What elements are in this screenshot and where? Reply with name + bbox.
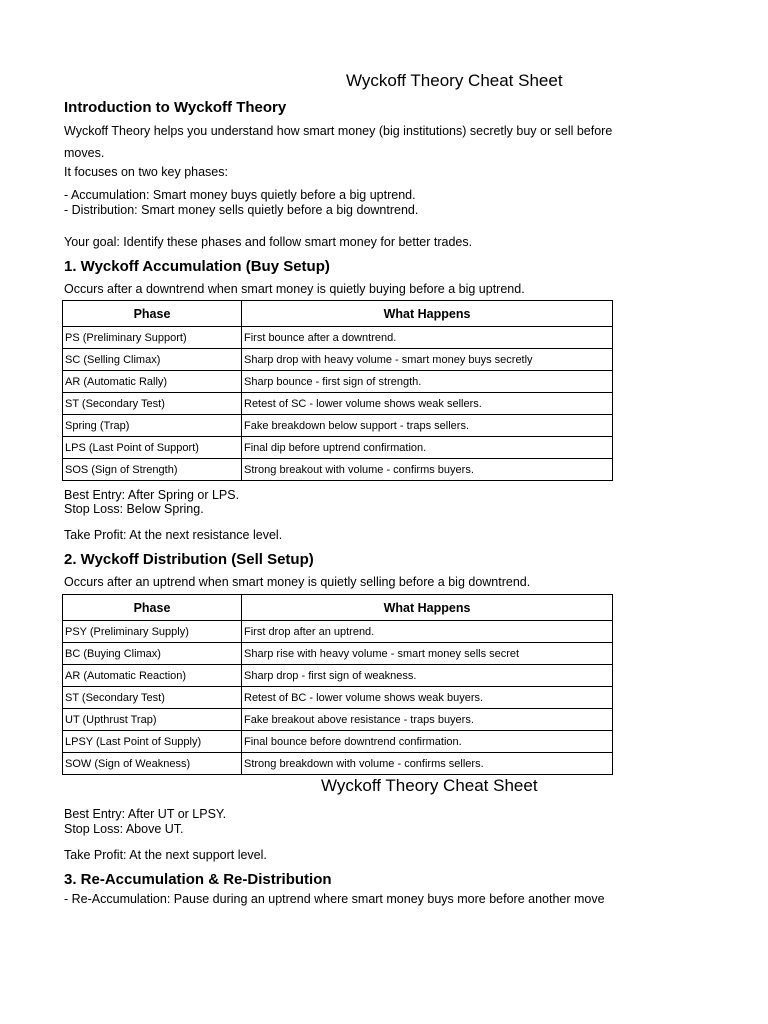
column-header-phase: Phase <box>63 301 242 327</box>
table-header-row <box>63 595 613 621</box>
table-row <box>63 371 613 393</box>
column-header-phase: Phase <box>63 595 242 621</box>
what-happens-cell: Sharp drop with heavy volume - smart money buys secretly <box>242 349 613 371</box>
accumulation-take-profit: Take Profit: At the next resistance level. <box>64 528 283 542</box>
accumulation-table <box>62 300 613 481</box>
accumulation-best-entry: Best Entry: After Spring or LPS. <box>64 488 240 502</box>
intro-heading: Introduction to Wyckoff Theory <box>64 99 287 116</box>
table-row <box>63 621 613 643</box>
what-happens-cell: Sharp rise with heavy volume - smart money sells secret <box>242 643 613 665</box>
phase-cell: ST (Secondary Test) <box>63 687 242 709</box>
distribution-description: Occurs after an uptrend when smart money is quietly selling before a big downtrend. <box>64 575 531 589</box>
what-happens-cell: First drop after an uptrend. <box>242 621 613 643</box>
what-happens-cell: Strong breakdown with volume - confirms sellers. <box>242 753 613 775</box>
phase-cell: AR (Automatic Rally) <box>63 371 242 393</box>
intro-goal: Your goal: Identify these phases and follow smart money for better trades. <box>64 235 473 249</box>
intro-line-1: Wyckoff Theory helps you understand how smart money (big institutions) secretly buy or sell before <box>64 124 612 138</box>
phase-cell: UT (Upthrust Trap) <box>63 709 242 731</box>
phase-cell: LPSY (Last Point of Supply) <box>63 731 242 753</box>
accumulation-heading: 1. Wyckoff Accumulation (Buy Setup) <box>64 258 330 275</box>
distribution-take-profit: Take Profit: At the next support level. <box>64 848 267 862</box>
what-happens-cell: Sharp bounce - first sign of strength. <box>242 371 613 393</box>
table-row <box>63 393 613 415</box>
distribution-stop-loss: Stop Loss: Above UT. <box>64 822 184 836</box>
intro-line-2: moves. <box>64 146 105 160</box>
intro-bullet-distribution: - Distribution: Smart money sells quietly before a big downtrend. <box>64 203 419 217</box>
phase-cell: ST (Secondary Test) <box>63 393 242 415</box>
intro-bullet-accumulation: - Accumulation: Smart money buys quietly before a big uptrend. <box>64 188 416 202</box>
distribution-heading: 2. Wyckoff Distribution (Sell Setup) <box>64 551 314 568</box>
phase-cell: SC (Selling Climax) <box>63 349 242 371</box>
phase-cell: BC (Buying Climax) <box>63 643 242 665</box>
phase-cell: Spring (Trap) <box>63 415 242 437</box>
intro-line-3: It focuses on two key phases: <box>64 165 228 179</box>
page-2-title: Wyckoff Theory Cheat Sheet <box>321 776 538 795</box>
distribution-table <box>62 594 613 775</box>
what-happens-cell: Final bounce before downtrend confirmation. <box>242 731 613 753</box>
table-row <box>63 665 613 687</box>
table-header-row <box>63 301 613 327</box>
table-row <box>63 643 613 665</box>
what-happens-cell: Sharp drop - first sign of weakness. <box>242 665 613 687</box>
table-row <box>63 327 613 349</box>
phase-cell: AR (Automatic Reaction) <box>63 665 242 687</box>
what-happens-cell: Retest of SC - lower volume shows weak sellers. <box>242 393 613 415</box>
what-happens-cell: Retest of BC - lower volume shows weak buyers. <box>242 687 613 709</box>
reaccumulation-heading: 3. Re-Accumulation & Re-Distribution <box>64 871 332 888</box>
page-title: Wyckoff Theory Cheat Sheet <box>346 71 563 90</box>
column-header-what-happens: What Happens <box>242 301 613 327</box>
phase-cell: PSY (Preliminary Supply) <box>63 621 242 643</box>
table-row <box>63 753 613 775</box>
table-row <box>63 687 613 709</box>
what-happens-cell: Strong breakout with volume - confirms buyers. <box>242 459 613 481</box>
what-happens-cell: Final dip before uptrend confirmation. <box>242 437 613 459</box>
column-header-what-happens: What Happens <box>242 595 613 621</box>
what-happens-cell: First bounce after a downtrend. <box>242 327 613 349</box>
table-row <box>63 731 613 753</box>
what-happens-cell: Fake breakout above resistance - traps buyers. <box>242 709 613 731</box>
what-happens-cell: Fake breakdown below support - traps sellers. <box>242 415 613 437</box>
accumulation-stop-loss: Stop Loss: Below Spring. <box>64 502 204 516</box>
table-row <box>63 415 613 437</box>
table-row <box>63 459 613 481</box>
phase-cell: SOW (Sign of Weakness) <box>63 753 242 775</box>
phase-cell: PS (Preliminary Support) <box>63 327 242 349</box>
table-row <box>63 349 613 371</box>
table-row <box>63 437 613 459</box>
distribution-best-entry: Best Entry: After UT or LPSY. <box>64 807 227 821</box>
phase-cell: SOS (Sign of Strength) <box>63 459 242 481</box>
accumulation-description: Occurs after a downtrend when smart money is quietly buying before a big uptrend. <box>64 282 525 296</box>
phase-cell: LPS (Last Point of Support) <box>63 437 242 459</box>
reaccumulation-line-1: - Re-Accumulation: Pause during an uptrend where smart money buys more before another move <box>64 892 605 906</box>
table-row <box>63 709 613 731</box>
